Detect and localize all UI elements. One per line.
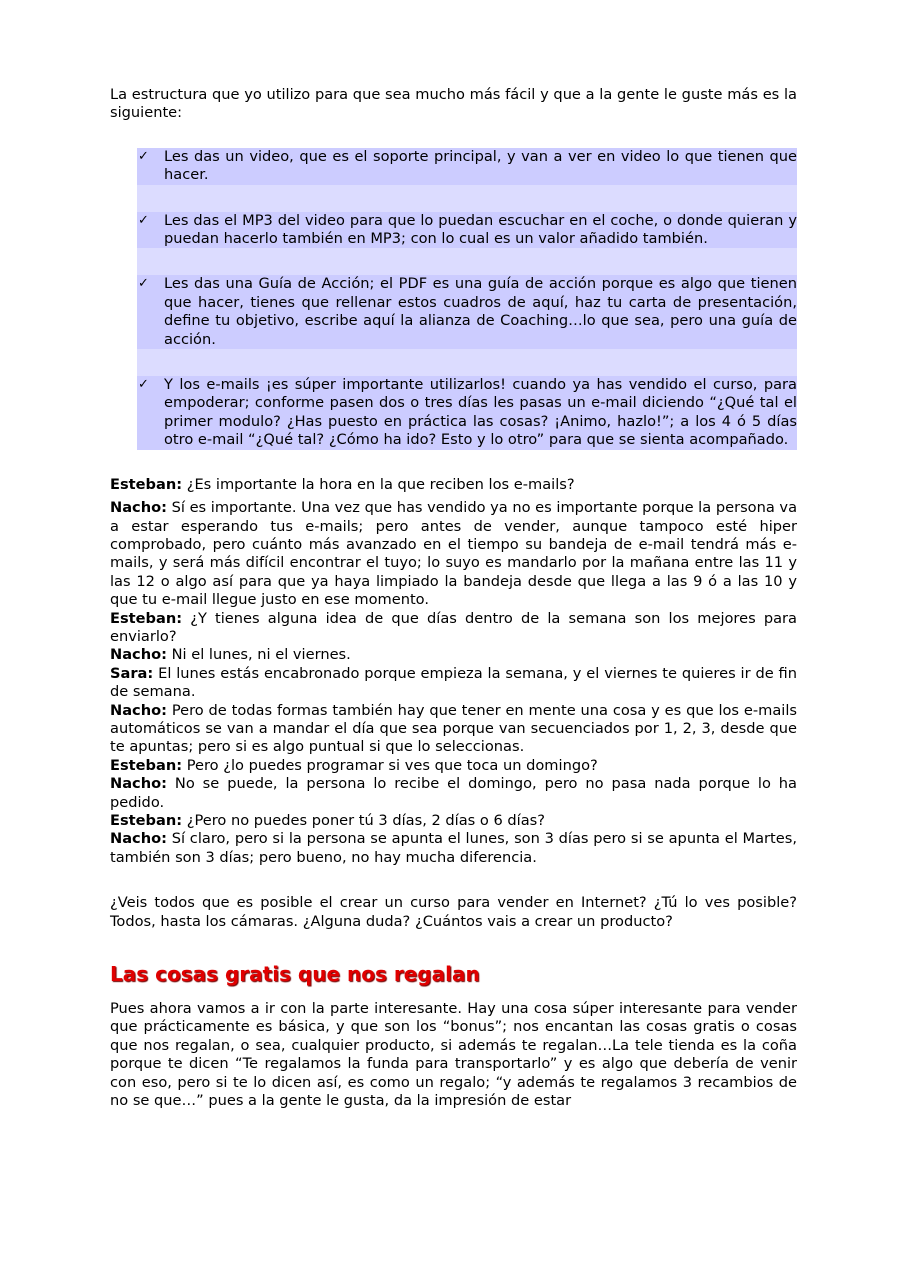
checkmark-icon: ✓ [138,148,149,164]
dialogue-line [110,812,797,830]
bullet-list [137,148,797,450]
speaker-name: Nacho: [110,775,167,793]
list-spacer [137,349,797,376]
dialogue-text: Ni el lunes, ni el viernes. [166,646,351,664]
dialogue-line [110,757,797,775]
list-item-text: Les das una Guía de Acción; el PDF es una guía de acción porque es algo que tienen que hacer, tienes que rellenar estos cuadros de aquí, haz tu carta de presentación, define tu objetivo, escribe aquí la alianza de Coaching…lo que sea, pero una guía de acción. [164,275,797,348]
speaker-name: Esteban: [110,812,183,829]
dialogue-text: Sí es importante. Una vez que has vendido ya no es importante porque la persona va a estar esperando tus e-mails; pero antes de vender, aunque tampoco esté hiper comprobado, pero cuánto más avanzado en el tiempo su bandeja de e-mail tendrá más e-mails, y será más difícil encontrar el tuyo; lo suyo es mandarlo por la mañana entre las 11 y las 12 o algo así para que ya haya limpiado la bandeja desde que llega a las 9 ó a las 10 y que tu e-mail llegue justo en ese momento. [110,499,798,609]
dialogue-text: Pero ¿lo puedes programar si ves que toca un domingo? [182,756,598,774]
dialogue-line [110,476,797,494]
dialogue-text: El lunes estás encabronado porque empieza la semana, y el viernes te quieres ir de fin de semana. [110,664,797,701]
final-paragraph: Pues ahora vamos a ir con la parte interesante. Hay una cosa súper interesante para vender que prácticamente es básica, y que son los “bonus”; nos encantan las cosas gratis o cosas que nos regalan, o sea, cualquier producto, si además te regalan…La tele tienda es la coña porque te dicen “Te regalamos la funda para transportarlo” y es algo que debería de venir con eso, pero si te lo dicen así, es como un regalo; “y además te regalamos 3 recambios de no se que…” pues a la gente le gusta, da la impresión de estar [110,1000,797,1110]
speaker-name: Nacho: [110,499,167,517]
checkmark-icon: ✓ [138,377,149,393]
list-item [137,148,797,185]
dialogue-section [110,476,797,868]
dialogue-line [110,646,797,664]
dialogue-line [110,775,797,812]
list-spacer [137,185,797,212]
speaker-name: Esteban: [110,756,183,774]
list-item-text: Les das un video, que es el soporte principal, y van a ver en video lo que tienen que hacer. [164,147,797,184]
dialogue-text: ¿Y tienes alguna idea de que días dentro de la semana son los mejores para enviarlo? [110,609,797,645]
document-body [110,86,797,1110]
intro-paragraph: La estructura que yo utilizo para que sea mucho más fácil y que a la gente le guste más es la siguiente: [110,86,797,122]
dialogue-line [110,610,797,647]
closing-paragraph: ¿Veis todos que es posible el crear un curso para vender en Internet? ¿Tú lo ves posible? Todos, hasta los cámaras. ¿Alguna duda? ¿Cuántos vais a crear un producto? [110,894,797,930]
speaker-name: Nacho: [110,830,167,848]
dialogue-line [110,499,797,609]
list-item [137,376,797,450]
speaker-name: Esteban: [110,475,183,493]
list-item [137,212,797,249]
dialogue-text: Pero de todas formas también hay que tener en mente una cosa y es que los e-mails automáticos se van a mandar el día que sea porque van secuenciados por 1, 2, 3, desde que te apuntas; pero si es algo puntual si que lo seleccionas. [110,701,797,756]
dialogue-line [110,830,797,867]
list-item-text: Y los e-mails ¡es súper importante utilizarlos! cuando ya has vendido el curso, para empoderar; conforme pasen dos o tres días les pasas un e-mail diciendo “¿Qué tal el primer modulo? ¿Has puesto en práctica las cosas? ¡Animo, hazlo!”; a los 4 ó 5 días otro e-mail “¿Qué tal? ¿Cómo ha ido? Esto y lo otro” para que se sienta acompañado. [164,376,797,449]
list-item [137,275,797,349]
dialogue-text: ¿Pero no puedes poner tú 3 días, 2 días o 6 días? [182,812,546,829]
dialogue-text: No se puede, la persona lo recibe el domingo, pero no pasa nada porque lo ha pedido. [110,775,797,811]
dialogue-line [110,702,797,757]
speaker-name: Nacho: [110,646,167,664]
list-spacer [137,248,797,275]
dialogue-line [110,665,797,702]
speaker-name: Esteban: [110,609,183,627]
speaker-name: Sara: [110,664,154,682]
dialogue-text: Sí claro, pero si la persona se apunta el lunes, son 3 días pero si se apunta el Martes, también son 3 días; pero bueno, no hay mucha diferencia. [110,830,797,866]
checkmark-icon: ✓ [138,212,149,228]
speaker-name: Nacho: [110,701,167,719]
dialogue-text: ¿Es importante la hora en la que reciben los e-mails? [182,475,575,493]
section-heading: Las cosas gratis que nos regalan [110,962,480,987]
list-item-text: Les das el MP3 del video para que lo puedan escuchar en el coche, o donde quieran y puedan hacerlo también en MP3; con lo cual es un valor añadido también. [164,211,797,248]
checkmark-icon: ✓ [138,276,149,292]
